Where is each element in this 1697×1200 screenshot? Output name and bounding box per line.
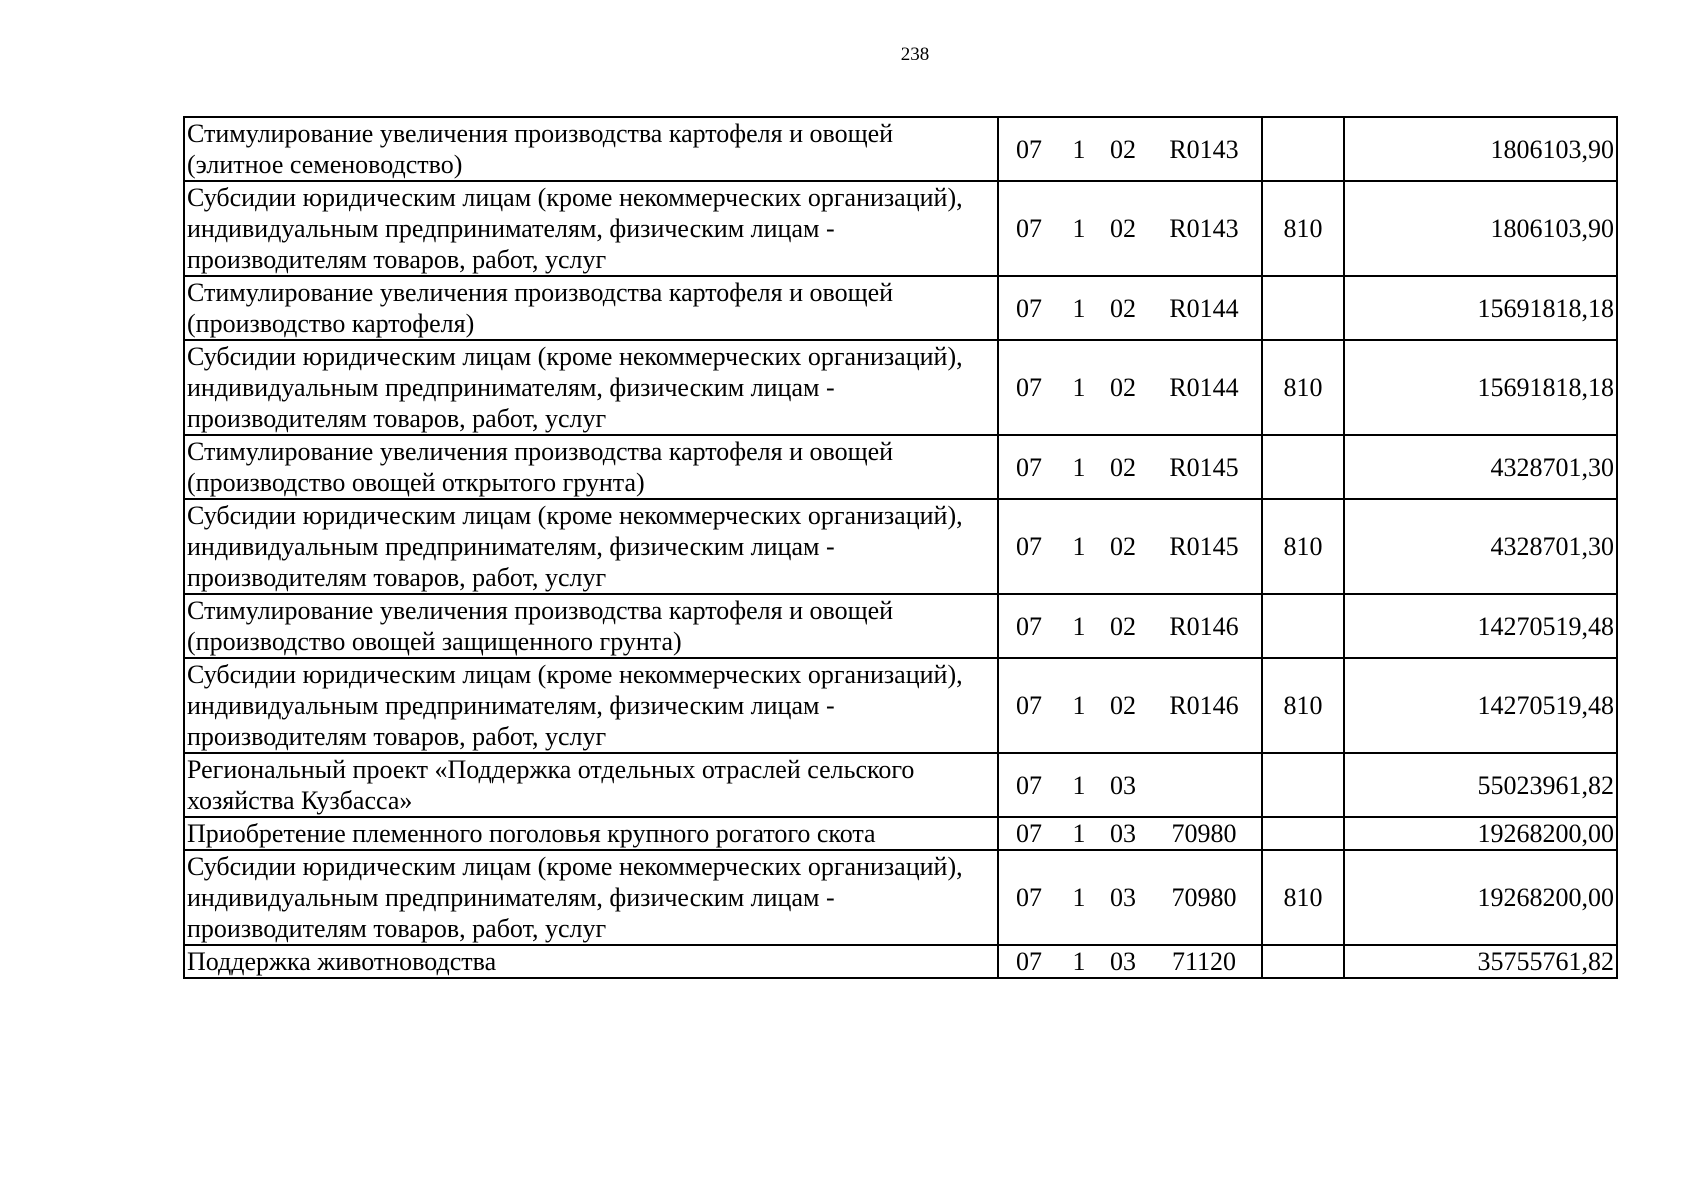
row-name-cell: Субсидии юридическим лицам (кроме некоммерческих организаций), индивидуальным предпринимателям, физическим лицам - производителям товаров, работ, услуг xyxy=(184,658,998,753)
table-body xyxy=(184,117,1617,978)
row-name-cell: Субсидии юридическим лицам (кроме некоммерческих организаций), индивидуальным предпринимателям, физическим лицам - производителям товаров, работ, услуг xyxy=(184,850,998,945)
measure-code: 02 xyxy=(1110,532,1136,561)
row-name-cell: Стимулирование увеличения производства картофеля и овощей (элитное семеноводство) xyxy=(184,117,998,181)
program-code: 07 xyxy=(1016,532,1042,561)
subprogram-code: 1 xyxy=(1072,214,1086,243)
row-codes-cell xyxy=(998,658,1262,753)
amount-cell: 4328701,30 xyxy=(1344,499,1617,594)
table-row xyxy=(184,117,1617,181)
amount-cell: 55023961,82 xyxy=(1344,753,1617,817)
subprogram-code: 1 xyxy=(1072,134,1086,164)
direction-code: 70980 xyxy=(1171,883,1237,912)
subprogram-code: 1 xyxy=(1072,532,1086,561)
measure-code: 02 xyxy=(1110,293,1136,323)
subprogram-code: 1 xyxy=(1072,691,1086,720)
row-name-cell: Приобретение племенного поголовья крупного рогатого скота xyxy=(184,817,998,850)
subprogram-code: 1 xyxy=(1072,947,1086,976)
direction-code: 70980 xyxy=(1171,819,1237,848)
amount-cell: 35755761,82 xyxy=(1344,945,1617,978)
amount-cell: 19268200,00 xyxy=(1344,817,1617,850)
row-name-cell: Поддержка животноводства xyxy=(184,945,998,978)
code-group xyxy=(999,818,1261,849)
program-code: 07 xyxy=(1016,373,1042,402)
table-row xyxy=(184,435,1617,499)
code-group xyxy=(999,134,1261,165)
table-row xyxy=(184,945,1617,978)
subprogram-code: 1 xyxy=(1072,452,1086,482)
row-name-cell: Стимулирование увеличения производства картофеля и овощей (производство овощей открытого грунта) xyxy=(184,435,998,499)
program-code: 07 xyxy=(1016,293,1042,323)
program-code: 07 xyxy=(1016,691,1042,720)
row-codes-cell xyxy=(998,945,1262,978)
expense-type-cell xyxy=(1262,945,1344,978)
program-code: 07 xyxy=(1016,883,1042,912)
measure-code: 03 xyxy=(1110,947,1136,976)
row-name-cell: Субсидии юридическим лицам (кроме некоммерческих организаций), индивидуальным предпринимателям, физическим лицам - производителям товаров, работ, услуг xyxy=(184,499,998,594)
measure-code: 02 xyxy=(1110,373,1136,402)
expense-type-cell xyxy=(1262,435,1344,499)
amount-cell: 4328701,30 xyxy=(1344,435,1617,499)
expense-type-cell: 810 xyxy=(1262,340,1344,435)
subprogram-code: 1 xyxy=(1072,883,1086,912)
direction-code: R0144 xyxy=(1169,373,1239,402)
measure-code: 03 xyxy=(1110,770,1136,800)
table-row xyxy=(184,753,1617,817)
row-codes-cell xyxy=(998,499,1262,594)
amount-cell: 14270519,48 xyxy=(1344,658,1617,753)
table-row xyxy=(184,181,1617,276)
subprogram-code: 1 xyxy=(1072,819,1086,848)
table-row xyxy=(184,658,1617,753)
program-code: 07 xyxy=(1016,452,1042,482)
page-number: 238 xyxy=(900,44,930,65)
code-group xyxy=(999,690,1261,721)
expense-type-cell: 810 xyxy=(1262,658,1344,753)
direction-code: R0143 xyxy=(1169,214,1239,243)
expense-type-cell: 810 xyxy=(1262,181,1344,276)
table-row xyxy=(184,340,1617,435)
direction-code: R0145 xyxy=(1169,532,1239,561)
code-group xyxy=(999,372,1261,403)
measure-code: 03 xyxy=(1110,883,1136,912)
row-codes-cell xyxy=(998,340,1262,435)
measure-code: 02 xyxy=(1110,214,1136,243)
expense-type-cell xyxy=(1262,276,1344,340)
row-codes-cell xyxy=(998,435,1262,499)
amount-cell: 1806103,90 xyxy=(1344,117,1617,181)
amount-cell: 19268200,00 xyxy=(1344,850,1617,945)
measure-code: 02 xyxy=(1110,691,1136,720)
program-code: 07 xyxy=(1016,819,1042,848)
code-group xyxy=(999,293,1261,324)
expense-type-cell xyxy=(1262,753,1344,817)
measure-code: 02 xyxy=(1110,134,1136,164)
table-row xyxy=(184,817,1617,850)
direction-code: R0146 xyxy=(1169,691,1239,720)
row-name-cell: Стимулирование увеличения производства картофеля и овощей (производство овощей защищенного грунта) xyxy=(184,594,998,658)
row-codes-cell xyxy=(998,181,1262,276)
code-group xyxy=(999,452,1261,483)
amount-cell: 1806103,90 xyxy=(1344,181,1617,276)
amount-cell: 15691818,18 xyxy=(1344,276,1617,340)
table-row xyxy=(184,499,1617,594)
row-codes-cell xyxy=(998,817,1262,850)
program-code: 07 xyxy=(1016,947,1042,976)
code-group xyxy=(999,770,1261,801)
program-code: 07 xyxy=(1016,611,1042,641)
direction-code: R0146 xyxy=(1169,611,1239,641)
subprogram-code: 1 xyxy=(1072,373,1086,402)
row-codes-cell xyxy=(998,594,1262,658)
code-group xyxy=(999,531,1261,562)
row-codes-cell xyxy=(998,753,1262,817)
expense-type-cell xyxy=(1262,594,1344,658)
measure-code: 02 xyxy=(1110,452,1136,482)
table-row xyxy=(184,276,1617,340)
table-row xyxy=(184,850,1617,945)
row-name-cell: Субсидии юридическим лицам (кроме некоммерческих организаций), индивидуальным предпринимателям, физическим лицам - производителям товаров, работ, услуг xyxy=(184,340,998,435)
direction-code: R0143 xyxy=(1169,134,1239,164)
row-codes-cell xyxy=(998,276,1262,340)
code-group xyxy=(999,882,1261,913)
expense-type-cell xyxy=(1262,817,1344,850)
amount-cell: 14270519,48 xyxy=(1344,594,1617,658)
row-codes-cell xyxy=(998,850,1262,945)
expense-type-cell: 810 xyxy=(1262,850,1344,945)
budget-table xyxy=(183,116,1618,979)
subprogram-code: 1 xyxy=(1072,770,1086,800)
subprogram-code: 1 xyxy=(1072,293,1086,323)
table-row xyxy=(184,594,1617,658)
program-code: 07 xyxy=(1016,770,1042,800)
direction-code: R0145 xyxy=(1169,452,1239,482)
code-group xyxy=(999,611,1261,642)
measure-code: 03 xyxy=(1110,819,1136,848)
row-codes-cell xyxy=(998,117,1262,181)
amount-cell: 15691818,18 xyxy=(1344,340,1617,435)
program-code: 07 xyxy=(1016,214,1042,243)
direction-code: 71120 xyxy=(1171,947,1237,976)
row-name-cell: Региональный проект «Поддержка отдельных отраслей сельского хозяйства Кузбасса» xyxy=(184,753,998,817)
direction-code: R0144 xyxy=(1169,293,1239,323)
program-code: 07 xyxy=(1016,134,1042,164)
code-group xyxy=(999,946,1261,977)
row-name-cell: Стимулирование увеличения производства картофеля и овощей (производство картофеля) xyxy=(184,276,998,340)
expense-type-cell xyxy=(1262,117,1344,181)
row-name-cell: Субсидии юридическим лицам (кроме некоммерческих организаций), индивидуальным предпринимателям, физическим лицам - производителям товаров, работ, услуг xyxy=(184,181,998,276)
subprogram-code: 1 xyxy=(1072,611,1086,641)
code-group xyxy=(999,213,1261,244)
expense-type-cell: 810 xyxy=(1262,499,1344,594)
measure-code: 02 xyxy=(1110,611,1136,641)
